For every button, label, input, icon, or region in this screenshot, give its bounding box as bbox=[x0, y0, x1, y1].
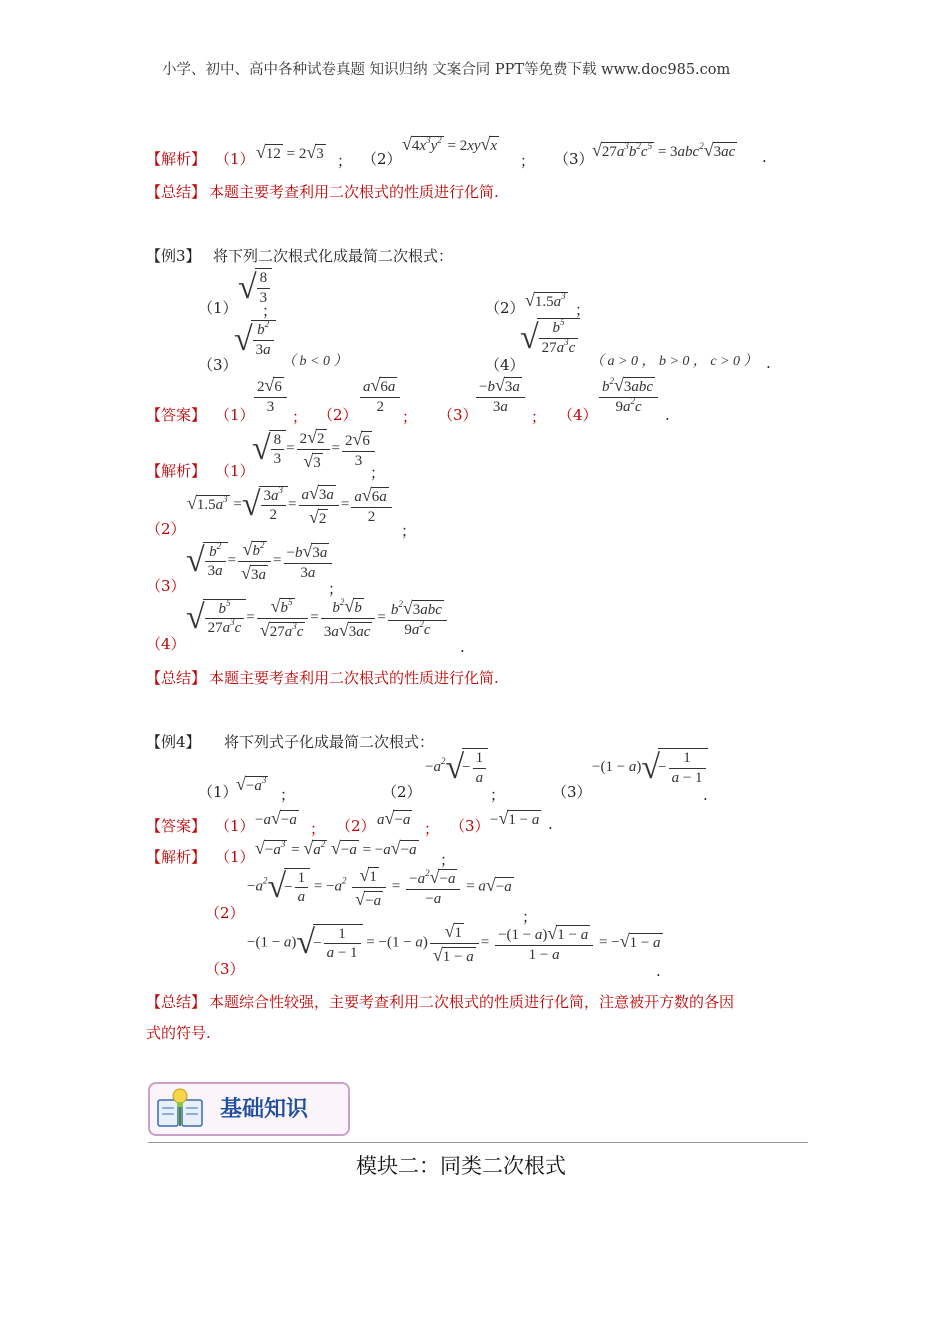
an3-line1: √ $\frac{8}{3}$ = $\frac{2√2}{√3}$ = $\frac{2√6}{3}$ bbox=[252, 426, 377, 473]
ex4-q3-expr: −(1 − a)√− $\frac{1}{a - 1}$ bbox=[592, 748, 708, 788]
ans3-num3: （3） bbox=[438, 406, 478, 424]
an4-num1: （1） bbox=[215, 848, 255, 866]
ex4-q1-semi: ； bbox=[280, 786, 296, 804]
ans4-num3: （3） bbox=[450, 817, 490, 835]
ex3-q4-expr: √ $\frac{b^5}{27a^3c}$ bbox=[520, 318, 580, 358]
ans3-semi1: ； bbox=[292, 408, 308, 426]
an3-semi1: ； bbox=[370, 464, 386, 482]
ans3-num2: （2） bbox=[318, 406, 358, 424]
ans3-expr1: $\frac{2√6}{3}$ bbox=[252, 374, 289, 417]
ans3-dot: . bbox=[665, 406, 670, 424]
ans3-expr4: $\frac{b^2√3abc}{9a^2c}$ bbox=[597, 374, 660, 417]
ans4-expr2: a√−a bbox=[377, 808, 411, 828]
ex4-q2-semi: ； bbox=[490, 786, 506, 804]
ans4-semi1: ； bbox=[310, 820, 326, 838]
summary-text-1: 本题主要考查利用二次根式的性质进行化简. bbox=[209, 183, 499, 201]
ans3-num4: （4） bbox=[558, 406, 598, 424]
an4-num2: （2） bbox=[205, 904, 245, 922]
ex3-q2-num: （2） bbox=[485, 299, 525, 317]
an3-semi3: ； bbox=[328, 580, 344, 598]
ex3-q4-condition: （ a > 0 ， b > 0 ， c > 0 ） bbox=[590, 354, 758, 369]
analysis-label-4: 【解析】 bbox=[146, 848, 207, 866]
ans4-expr3: −√1 − a bbox=[490, 808, 540, 828]
ans3-expr2: $\frac{a√6a}{2}$ bbox=[358, 374, 402, 417]
an3-semi2: ； bbox=[401, 522, 417, 540]
ex3-q4-num: （4） bbox=[485, 356, 525, 374]
ans4-num2: （2） bbox=[336, 817, 376, 835]
ex3-q3-expr: √ $\frac{b^2}{3a}$ bbox=[234, 320, 276, 360]
summary-label-4: 【总结】 bbox=[146, 993, 207, 1011]
an4-line3: −(1 − a)√− $\frac{1}{a - 1}$ = −(1 − a) $\frac{√1}{√1 - a}$ = $\frac{-(1 - a)√1 - a}{1 - a}$ = −√1 − a bbox=[247, 921, 661, 965]
an4-semi2: ； bbox=[522, 908, 538, 926]
an3-line4: √ $\frac{b^5}{27a^3c}$ = $\frac{√b^5}{√27a^3c}$ = $\frac{b^2√b}{3a√3ac}$ = $\frac{b^2√3abc}{9a^2c}$ bbox=[186, 595, 449, 642]
ans4-semi2: ； bbox=[424, 820, 440, 838]
ans3-num1: （1） bbox=[215, 406, 255, 424]
ex3-q1-num: （1） bbox=[198, 299, 238, 317]
ex4-q1-num: （1） bbox=[198, 783, 238, 801]
ex3-q1-semi: ； bbox=[262, 302, 278, 320]
num-1: （1） bbox=[215, 150, 255, 168]
ans4-num1: （1） bbox=[215, 817, 255, 835]
example-4-label: 【例4】 bbox=[146, 733, 201, 751]
module-title: 模块二：同类二次根式 bbox=[356, 1154, 566, 1178]
an3-line2: $√1.5a^3$ =√ $\frac{3a^3}{2}$ = $\frac{a√3a}{√2}$ = $\frac{a√6a}{2}$ bbox=[187, 482, 394, 529]
num-2: （2） bbox=[362, 150, 402, 168]
ex3-q1-expr: √ $\frac{8}{3}$ bbox=[238, 268, 272, 308]
summary-label-1: 【总结】 bbox=[146, 183, 207, 201]
an4-num3: （3） bbox=[205, 960, 245, 978]
page-header: 小学、初中、高中各种试卷真题 知识归纳 文案合同 PPT等免费下载 www.doc985.com bbox=[162, 62, 731, 78]
an4-line2: $-a^2√-$ $\frac{1}{a}$ = $-a^2$ $\frac{√1}{√-a}$ = $\frac{-a^2√-a}{-a}$ = a√−a bbox=[247, 865, 512, 909]
example-3-label: 【例3】 bbox=[146, 247, 201, 265]
banner-title: 基础知识 bbox=[220, 1097, 309, 1122]
summary-label-3: 【总结】 bbox=[146, 669, 207, 687]
an4-line1: $√-a^3 = √a^2$ √−a = −a√−a bbox=[255, 838, 417, 858]
formula-sqrt12: √12 = 2√3 bbox=[256, 142, 324, 162]
summary-text-3: 本题主要考查利用二次根式的性质进行化简. bbox=[209, 669, 499, 687]
example-4-prompt: 将下列式子化成最简二次根式： bbox=[224, 733, 435, 751]
ex4-q1-expr: $√-a^3$ bbox=[236, 774, 267, 794]
answer-label-4: 【答案】 bbox=[146, 817, 207, 835]
ans3-semi2: ； bbox=[402, 408, 418, 426]
ans4-expr1: −a√−a bbox=[255, 808, 297, 828]
num-3: （3） bbox=[554, 150, 594, 168]
banner-divider bbox=[148, 1142, 808, 1143]
an3-num1: （1） bbox=[215, 462, 255, 480]
dot-1: . bbox=[762, 148, 767, 166]
an3-dot4: . bbox=[460, 638, 465, 656]
an4-semi1: ； bbox=[440, 851, 456, 869]
example-3-prompt: 将下列二次根式化成最简二次根式： bbox=[213, 247, 454, 265]
ex3-q3-condition: （ b < 0 ） bbox=[282, 354, 348, 369]
summary-text-4-line2: 式的符号. bbox=[146, 1024, 211, 1042]
formula-sqrt-4x3y2: $√4x^3y^2 = 2xy√x$ bbox=[402, 134, 498, 154]
summary-text-4-line1: 本题综合性较强，主要考查利用二次根式的性质进行化简，注意被开方数的各因 bbox=[209, 993, 735, 1011]
ex3-q2-semi: ； bbox=[575, 301, 591, 319]
semi-1: ； bbox=[337, 152, 353, 170]
an3-num3: （3） bbox=[146, 577, 186, 595]
an3-num2: （2） bbox=[146, 520, 186, 538]
ans4-dot: . bbox=[548, 815, 553, 833]
ex3-q4-dot: . bbox=[766, 354, 771, 372]
ans3-expr3: $\frac{-b√3a}{3a}$ bbox=[474, 374, 527, 417]
semi-2: ； bbox=[520, 152, 536, 170]
an3-line3: √ $\frac{b^2}{3a}$ = $\frac{√b^2}{√3a}$ = $\frac{-b√3a}{3a}$ bbox=[186, 538, 334, 585]
ex4-q2-num: （2） bbox=[382, 783, 422, 801]
an4-dot3: . bbox=[656, 962, 661, 980]
ex3-q2-expr: $√1.5a^3$ bbox=[525, 290, 566, 310]
analysis-label-3: 【解析】 bbox=[146, 462, 207, 480]
formula-sqrt-27a3b2c5: $√27a^3b^2c^5 = 3abc^2√3ac$ bbox=[592, 140, 736, 160]
lightbulb-book-icon bbox=[156, 1086, 204, 1128]
an3-num4: （4） bbox=[146, 635, 186, 653]
ex4-q3-dot: . bbox=[703, 786, 708, 804]
ans3-semi3: ； bbox=[531, 408, 547, 426]
ex4-q3-num: （3） bbox=[552, 783, 592, 801]
answer-label-3: 【答案】 bbox=[146, 406, 207, 424]
ex3-q3-num: （3） bbox=[198, 356, 238, 374]
analysis-label-1: 【解析】 bbox=[146, 150, 207, 168]
ex4-q2-expr: $-a^2√-$ $\frac{1}{a}$ bbox=[425, 748, 488, 788]
